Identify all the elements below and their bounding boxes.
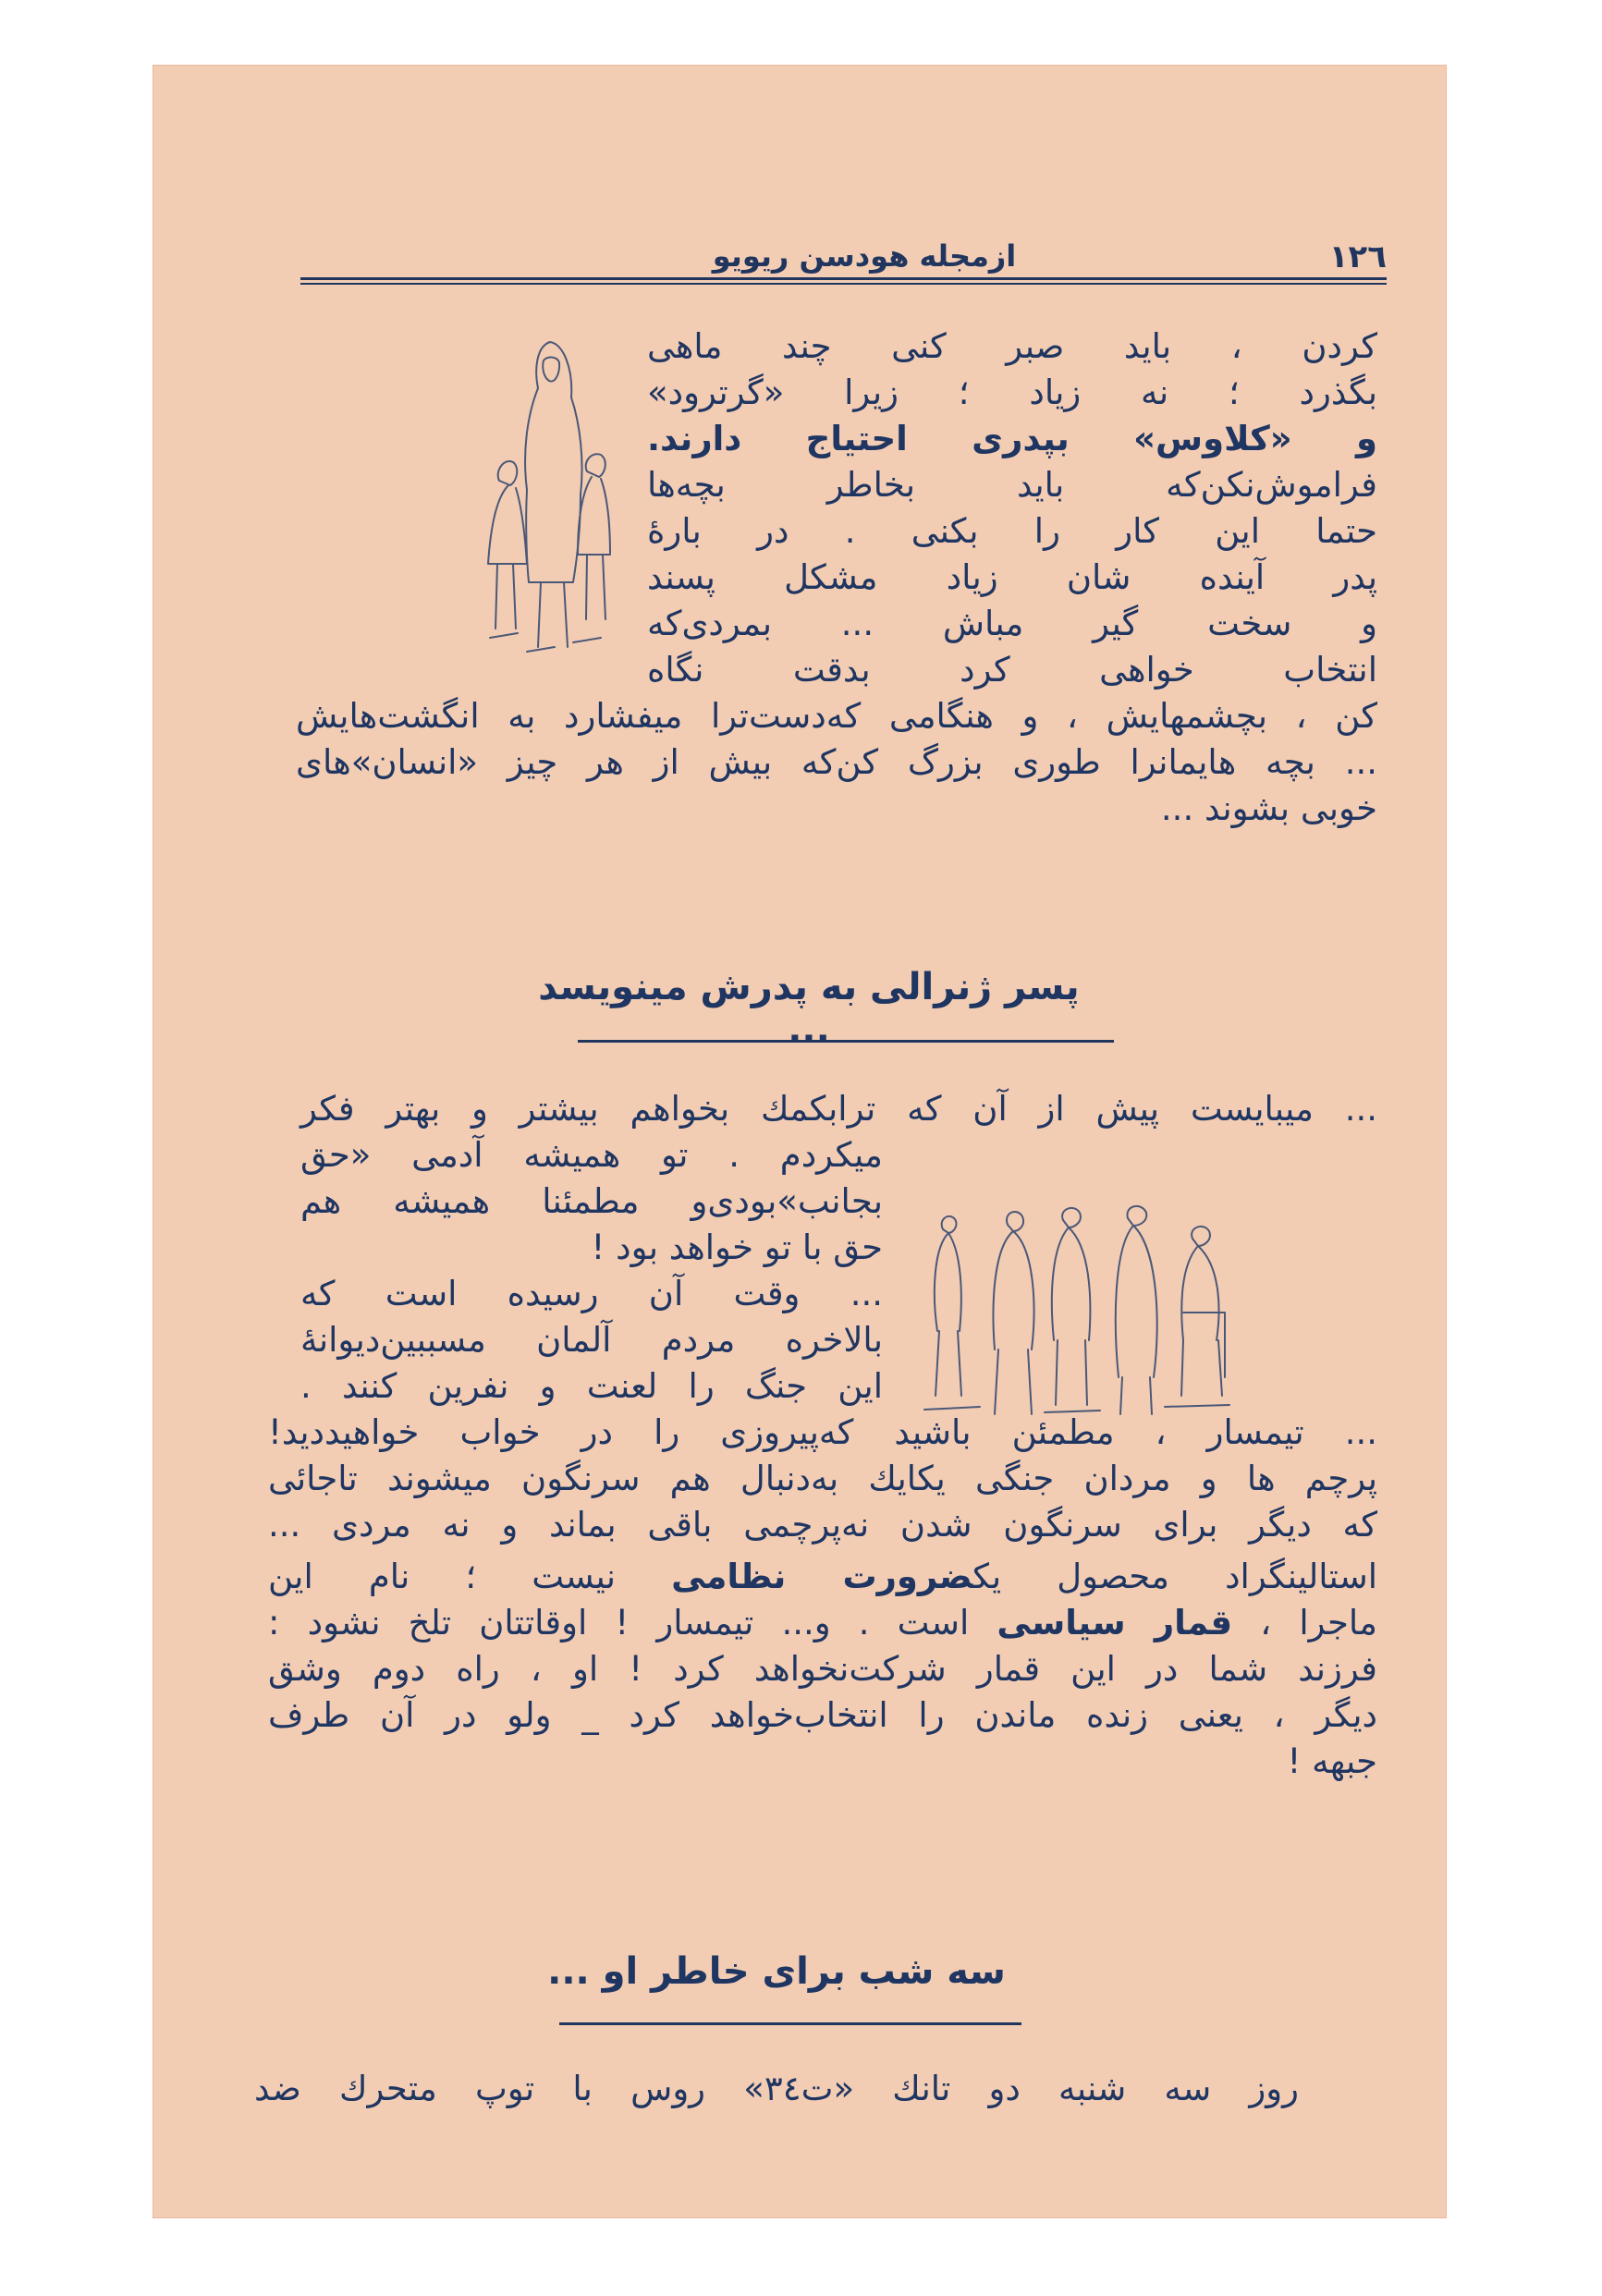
- text-line: كردن ، بايد صبر كنى چند ماهى: [647, 326, 1377, 366]
- page-header: [300, 238, 1387, 277]
- text-line: و سخت گير مباش ... بمردى‌كه: [647, 604, 1377, 643]
- section3: [254, 2066, 1299, 2112]
- section-heading: پسر ژنرالى به پدرش مينويسد ...: [538, 966, 1080, 1051]
- text-run: استالينگراد محصول يك: [972, 1557, 1377, 1596]
- text-line: ميكردم . تو هميشه آدمى «حق: [300, 1135, 883, 1175]
- text-run: نيست ؛ نام اين: [268, 1557, 672, 1596]
- text-line: انتخاب خواهى كرد بدقت نگاه: [647, 650, 1377, 690]
- text-line: اين جنگ را لعنت و نفرين كنند .: [300, 1366, 883, 1406]
- text-line: حق با تو خواهد بود !: [591, 1227, 883, 1267]
- emphasis-political-gamble: قمار سياسى: [997, 1603, 1233, 1643]
- text-line: ... ميبايست پيش از آن كه ترابكمك بخواهم بيشتر و بهتر فكر: [300, 1089, 1377, 1129]
- text-line: ... بچه هايمانرا طورى بزرگ كن‌كه بيش از هر چيز «انسان»هاى: [296, 742, 1377, 782]
- text-line: فرزند شما در اين قمار شركت‌نخواهد كرد ! او ، راه دوم وشق: [268, 1649, 1377, 1689]
- text-line: روز سه شنبه دو تانك «ت٣٤» روس با توپ متحرك ضد: [254, 2069, 1299, 2108]
- header-rule: [300, 277, 1387, 285]
- text-run: است . و... تيمسار ! اوقاتتان تلخ نشود :: [268, 1603, 997, 1643]
- text-line: بگذرد ؛ نه زياد ؛ زيرا «گرترود»: [647, 372, 1377, 412]
- illustration-mother-children: [471, 333, 638, 656]
- text-line: [268, 1554, 1377, 1600]
- section2-narrow: [300, 1132, 883, 1410]
- page-number: ۱۲٦: [1328, 238, 1387, 275]
- text-line: بجانب»بودى‌و مطمئنا هميشه هم: [300, 1181, 883, 1221]
- text-line: پدر آينده شان زياد مشكل پسند: [647, 557, 1377, 597]
- section1-full: [296, 693, 1377, 832]
- section2-full: [268, 1410, 1377, 1785]
- text-line: ... وقت آن رسيده است كه: [300, 1274, 883, 1313]
- text-line: فراموش‌نكن‌كه بايد بخاطر بچه‌ها: [647, 465, 1377, 505]
- section-heading: سه شب براى خاطر او ...: [547, 1950, 1006, 1993]
- text-line: و «كلاوس» بپدرى احتياج دارند.: [647, 419, 1377, 458]
- running-title: ازمجله هودسن ريويو: [712, 238, 1017, 274]
- text-line: كن ، بچشمهايش ، و هنگامى كه‌دست‌ترا ميفشارد به انگشت‌هايش: [296, 696, 1377, 736]
- text-line: كه ديگر براى سرنگون شدن نه‌پرچمى باقى بماند و نه مردى ...: [268, 1505, 1377, 1545]
- emphasis-military-necessity: ضرورت نظامى: [671, 1557, 973, 1596]
- text-line: بالاخره مردم آلمان مسببين‌ديوانۀ: [300, 1320, 883, 1360]
- text-line: خوبى بشوند ...: [1160, 788, 1377, 828]
- text-line: [268, 1600, 1377, 1646]
- text-line: پرچم ها و مردان جنگى يكايك به‌دنبال هم سرنگون ميشوند تاجائى: [268, 1459, 1377, 1498]
- text-line: ديگر ، يعنى زنده ماندن را انتخاب‌خواهد كرد _ ولو در آن طرف: [268, 1695, 1377, 1735]
- text-line: ... تيمسار ، مطمئن باشيد كه‌پيروزى را در خواب خواهيدديد!: [268, 1412, 1377, 1452]
- illustration-soldiers: [906, 1192, 1257, 1423]
- text-line: حتما اين كار را بكنى . در بارۀ: [647, 511, 1377, 551]
- section1-narrow: [647, 324, 1377, 693]
- text-line: جبهه !: [1287, 1741, 1377, 1781]
- text-run: ماجرا ،: [1232, 1603, 1377, 1643]
- heading-rule: [578, 1040, 1114, 1043]
- section2-top: [300, 1086, 1377, 1132]
- heading-rule: [559, 2022, 1021, 2025]
